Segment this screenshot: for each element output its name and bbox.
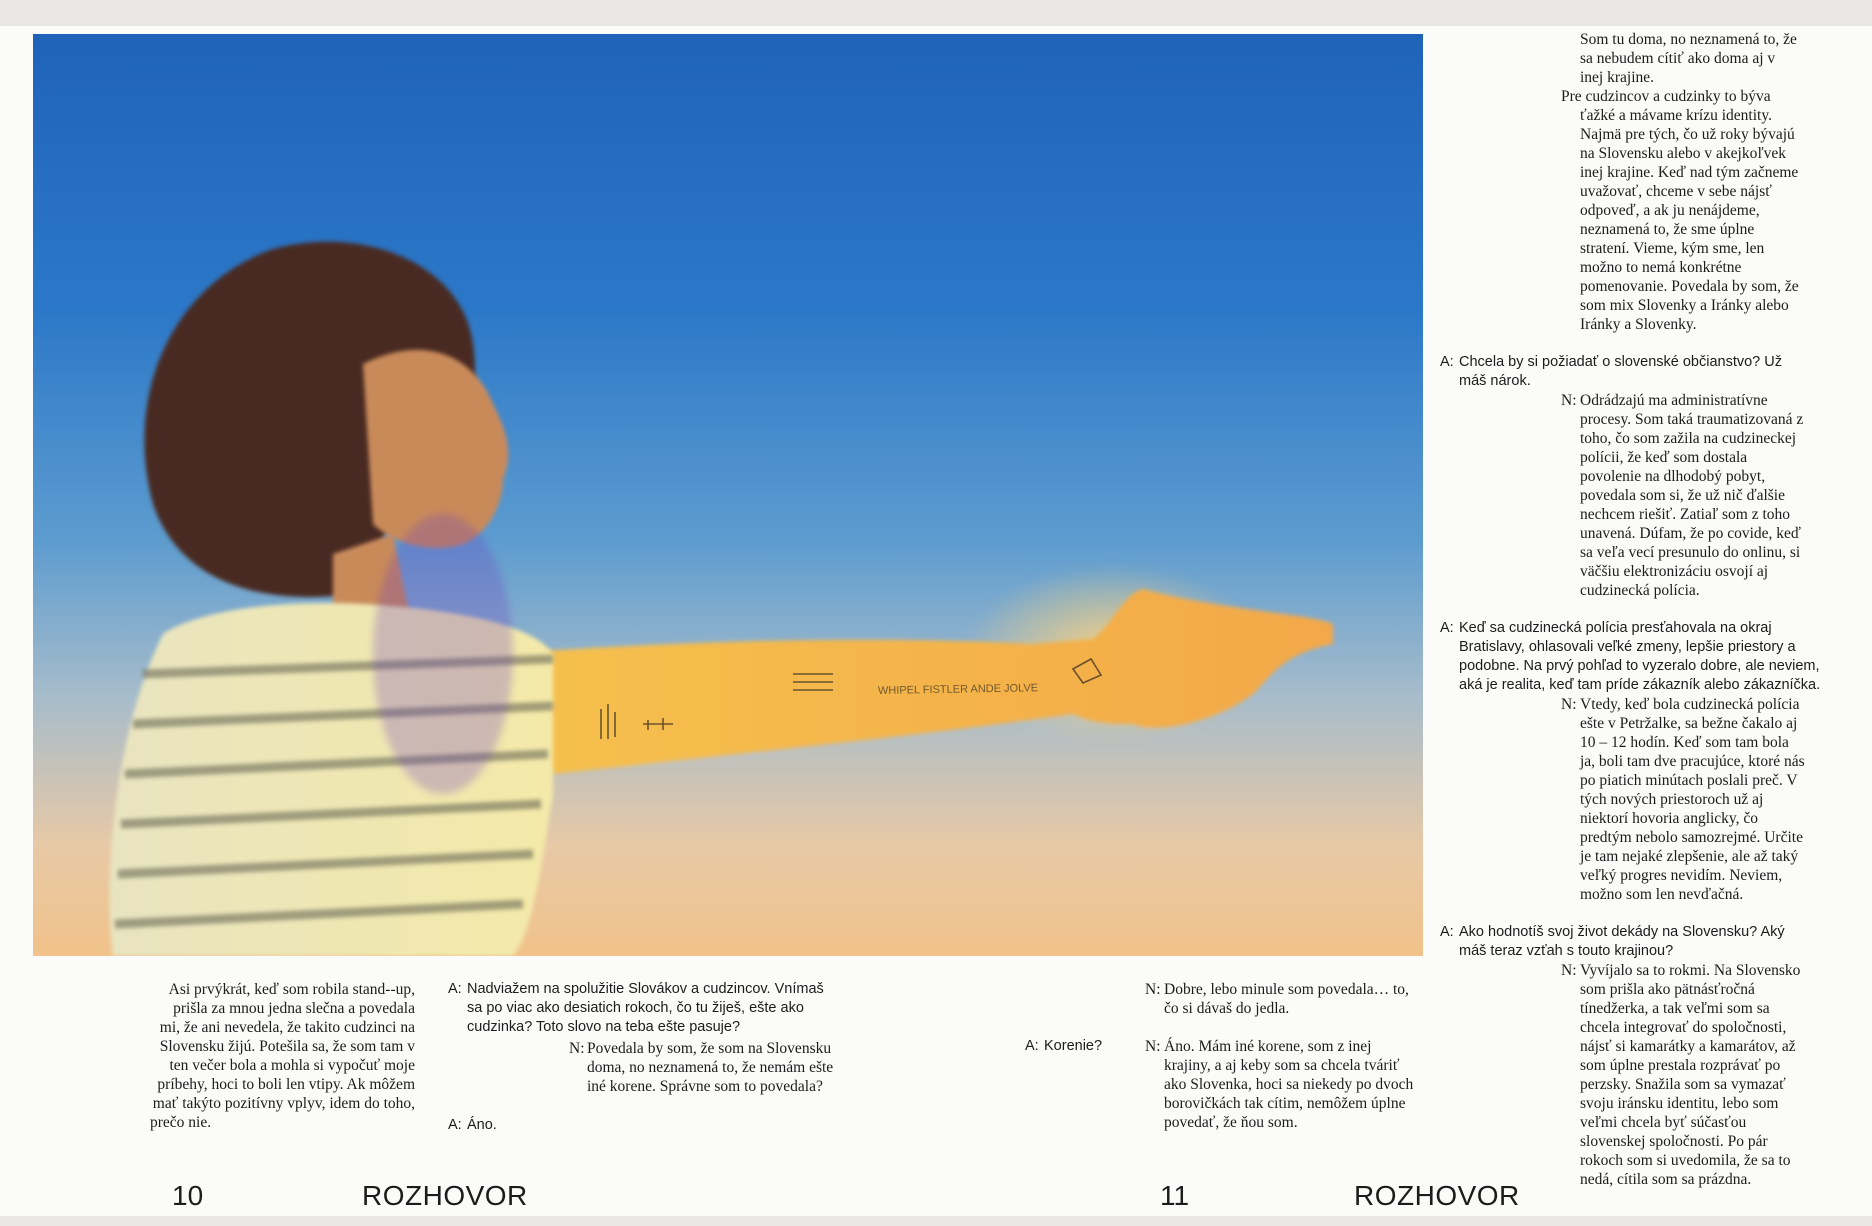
question-block	[1440, 353, 1840, 391]
answer-text: Dobre, lebo minule som povedala… to, čo si dávaš do jedla.	[1164, 981, 1409, 1017]
answer-mark-label: N:	[1561, 962, 1577, 979]
body-paragraph: Som tu doma, no neznamená to, že sa nebudem cítiť ako doma aj v inej krajine.	[1580, 31, 1797, 86]
question-block	[1025, 1037, 1145, 1056]
answer-text: Povedala by som, že som na Slovensku doma, no neznamená to, že nemám ešte iné korene. Správne som to povedala?	[587, 1040, 834, 1095]
question-text: Chcela by si požiadať o slovenské občianstvo? Už máš nárok.	[1459, 354, 1783, 389]
answer-text: Áno. Mám iné korene, som z inej krajiny, a aj keby som sa chcela tváriť ako Slovenka, hoci sa niekedy po dvoch borovičkách tak cítim, nemôžem úplne povedať, že ňou som.	[1164, 1038, 1414, 1131]
purple-light	[373, 514, 513, 794]
left-col-1	[150, 980, 415, 1132]
answer-text: Vtedy, keď bola cudzinecká polícia ešte v Petržalke, sa bežne čakalo aj 10 – 12 hodín. Keď som tam bola ja, boli tam dve pracujúce, ktoré nás po piatich minútach poslali preč. V tých nových priestoroch už aj niektorí hovoria anglicky, čo predtým nebolo samozrejmé. Určite je tam nejaké zlepšenie, ale až taký veľký progres nevidím. Neviem, možno som len nevďačná.	[1580, 696, 1805, 903]
right-col-a	[1025, 1037, 1145, 1056]
answer-block	[1440, 961, 1840, 1189]
question-block	[1440, 619, 1840, 695]
answer-block	[1440, 695, 1840, 904]
answer-mark-label: N:	[1561, 392, 1577, 409]
answer-mark-label: N:	[569, 1040, 585, 1057]
section-title-left: ROZHOVOR	[362, 1180, 528, 1211]
body-paragraph: Asi prvýkrát, keď som robila stand--up, prišla za mnou jedna slečna a povedala mi, že ani nevedela, že takito cudzinci na Slovensku žijú. Potešila sa, že som tam v ten večer bola a mohla si vypočuť moje príbehy, hoci to boli len vtipy. Ak môžem mať takýto pozitívny vplyv, idem do toho, prečo nie.	[150, 981, 415, 1131]
question-mark-label: A:	[1440, 620, 1454, 636]
right-col-c	[1440, 30, 1840, 1189]
question-text: Korenie?	[1044, 1038, 1103, 1054]
question-mark-label: A:	[448, 981, 462, 997]
answer-mark-label: N:	[1145, 981, 1161, 998]
answer-text: Odrádzajú ma administratívne procesy. Som taká traumatizovaná z toho, čo som zažila na cudzineckej polícii, že keď som dostala povolenie na dlhodobý pobyt, povedala som si, že už nič ďalšie nechcem riešiť. Zatiaľ som z toho unavená. Dúfam, že po covide, keď sa veľa vecí presunulo do onlinu, si väčšiu elektronizáciu osvojí aj cudzinecká polícia.	[1580, 392, 1804, 599]
question-mark-label: A:	[1440, 924, 1454, 940]
left-col-2	[448, 980, 848, 1135]
answer-mark-label: N:	[1561, 696, 1577, 713]
body-paragraph: Pre cudzincov a cudzinky to býva ťažké a mávame krízu identity. Najmä pre tých, čo už roky bývajú na Slovensku alebo v akejkoľvek inej krajine. Keď nad tým začneme uvažovať, chceme v sebe nájsť odpoveď, a ak ju nenájdeme, neznamená to, že sme úplne stratení. Vieme, kým sme, len možno to nemá konkrétne pomenovanie. Povedala by som, že som mix Slovenky a Iránky alebo Iránky a Slovenky.	[1561, 88, 1799, 333]
answer-block	[448, 1039, 848, 1096]
question-block	[448, 1116, 848, 1135]
tattoo-text: WHIPEL FISTLER ANDE JOLVE	[877, 682, 1039, 697]
answer-mark-label: N:	[1145, 1038, 1161, 1055]
photo-illustration	[33, 34, 1423, 956]
page-number-right: 11	[1160, 1180, 1190, 1211]
question-mark-label: A:	[1025, 1038, 1039, 1054]
right-col-b	[1145, 980, 1430, 1132]
question-block	[1440, 923, 1840, 961]
question-text: Ako hodnotíš svoj život dekády na Slovensku? Aký máš teraz vzťah s touto krajinou?	[1459, 924, 1785, 959]
page-number-left: 10	[172, 1180, 204, 1211]
question-text: Áno.	[467, 1117, 497, 1133]
question-text: Nadviažem na spolužitie Slovákov a cudzincov. Vnímaš sa po viac ako desiatich rokoch, čo tu žiješ, ešte ako cudzinka? Toto slovo na teba ešte pasuje?	[467, 981, 824, 1035]
answer-text: Vyvíjalo sa to rokmi. Na Slovensko som prišla ako pätnásťročná tínedžerka, a tak veľmi som sa chcela integrovať do spoločnosti, nájsť si kamarátky a kamarátov, až som úplne prestala rozprávať po perzsky. Snažila som sa vymazať svoju iránsku identitu, lebo som veľmi chcela byť súčasťou slovenskej spoločnosti. Po pár rokoch som si uvedomila, že sa to nedá, cítila som sa prázdna.	[1580, 962, 1801, 1188]
question-block	[448, 980, 848, 1037]
answer-block	[1145, 980, 1430, 1018]
arm-shape	[503, 589, 1333, 774]
question-text: Keď sa cudzinecká polícia presťahovala na okraj Bratislavy, ohlasovali veľké zmeny, lepšie priestory a podobne. Na prvý pohľad to vyzeralo dobre, ale neviem, aká je realita, keď tam príde zákazník alebo zákazníčka.	[1459, 620, 1821, 693]
section-title-right: ROZHOVOR	[1354, 1180, 1520, 1211]
answer-block	[1145, 1037, 1430, 1132]
question-mark-label: A:	[1440, 354, 1454, 370]
portrait-photo	[33, 34, 1423, 956]
answer-block	[1440, 391, 1840, 600]
question-mark-label: A:	[448, 1117, 462, 1133]
